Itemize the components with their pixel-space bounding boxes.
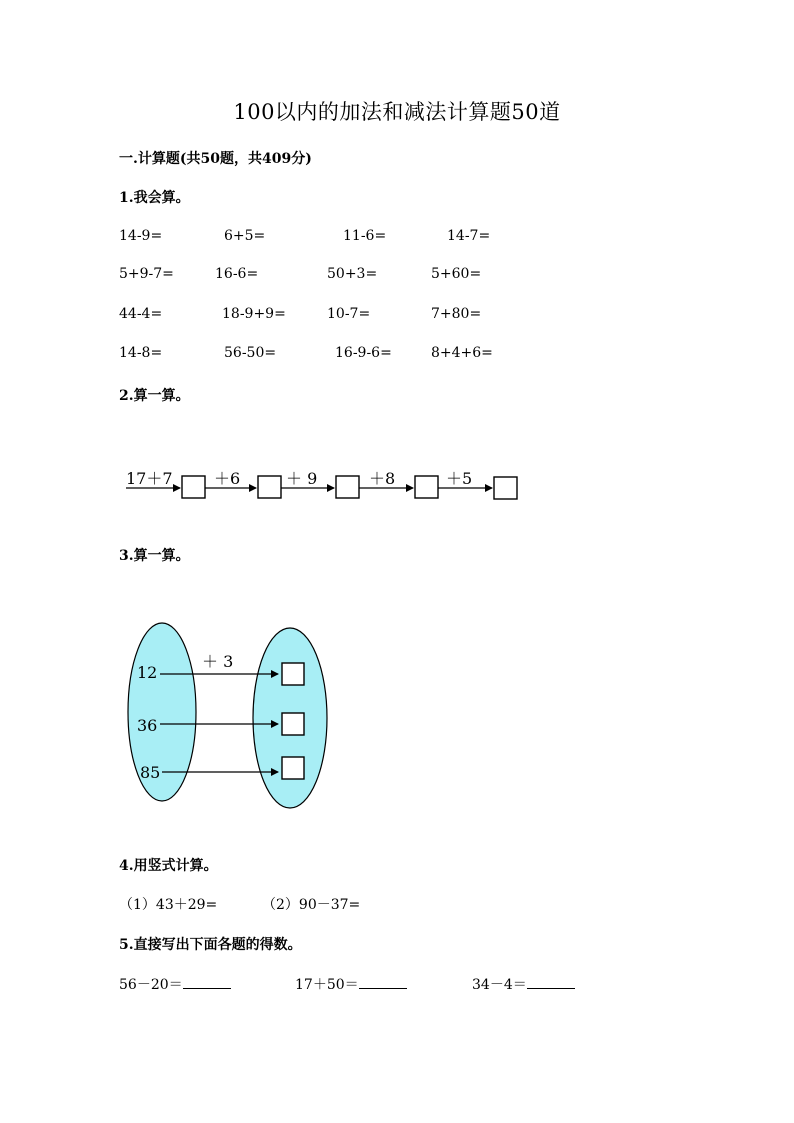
q5-expression: 56－20＝: [119, 977, 183, 993]
q5-label: 5.直接写出下面各题的得数。: [119, 937, 302, 953]
q1-expression: 6+5=: [224, 228, 266, 244]
q1-expression: 56-50=: [224, 345, 277, 361]
q5-expression: 17＋50＝: [295, 977, 359, 993]
q3-answer-box[interactable]: [282, 713, 304, 735]
page-title: 100以内的加法和减法计算题50道: [233, 100, 561, 124]
q3-answer-box[interactable]: [282, 757, 304, 779]
q1-expression: 44-4=: [119, 306, 163, 322]
q3-label: 3.算一算。: [119, 548, 190, 564]
q3-input-oval: [128, 623, 196, 801]
q3-input-number: 12: [137, 663, 158, 682]
q5-answer-blank[interactable]: [359, 974, 407, 989]
q1-expression: 10-7=: [327, 306, 371, 322]
q5-answer-blank[interactable]: [527, 974, 575, 989]
q3-input-number: 36: [137, 716, 158, 735]
q3-operation: ＋ 3: [202, 652, 234, 671]
q5-answer-blank[interactable]: [183, 974, 231, 989]
q4-label: 4.用竖式计算。: [119, 858, 218, 874]
q1-expression: 11-6=: [343, 228, 387, 244]
q2-start-expression: 17＋7: [126, 469, 173, 488]
q1-expression: 5+9-7=: [119, 266, 174, 282]
q3-input-number: 85: [140, 763, 161, 782]
q1-expression: 5+60=: [431, 266, 482, 282]
q5-item: [119, 974, 231, 994]
q1-expression: 14-9=: [119, 228, 163, 244]
q1-expression: 18-9+9=: [222, 306, 286, 322]
q5-item: [472, 974, 575, 994]
q1-label: 1.我会算。: [119, 190, 190, 206]
q2-step: ＋8: [369, 469, 396, 488]
q5-item: [295, 974, 407, 994]
q1-expression: 16-9-6=: [335, 345, 392, 361]
q2-step: ＋5: [446, 469, 473, 488]
q4-item: （1）43＋29=: [119, 897, 218, 913]
q1-expression: 14-8=: [119, 345, 163, 361]
q2-label: 2.算一算。: [119, 388, 190, 404]
q5-expression: 34－4＝: [472, 977, 527, 993]
q3-answer-box[interactable]: [282, 663, 304, 685]
section-heading: 一.计算题(共50题，共409分): [119, 151, 312, 167]
q2-step: ＋6: [214, 469, 241, 488]
q1-expression: 8+4+6=: [431, 345, 493, 361]
q4-item: （2）90－37=: [262, 897, 361, 913]
q2-step: ＋ 9: [286, 469, 318, 488]
q1-expression: 50+3=: [327, 266, 378, 282]
q1-expression: 14-7=: [447, 228, 491, 244]
q1-expression: 7+80=: [431, 306, 482, 322]
q1-expression: 16-6=: [215, 266, 259, 282]
